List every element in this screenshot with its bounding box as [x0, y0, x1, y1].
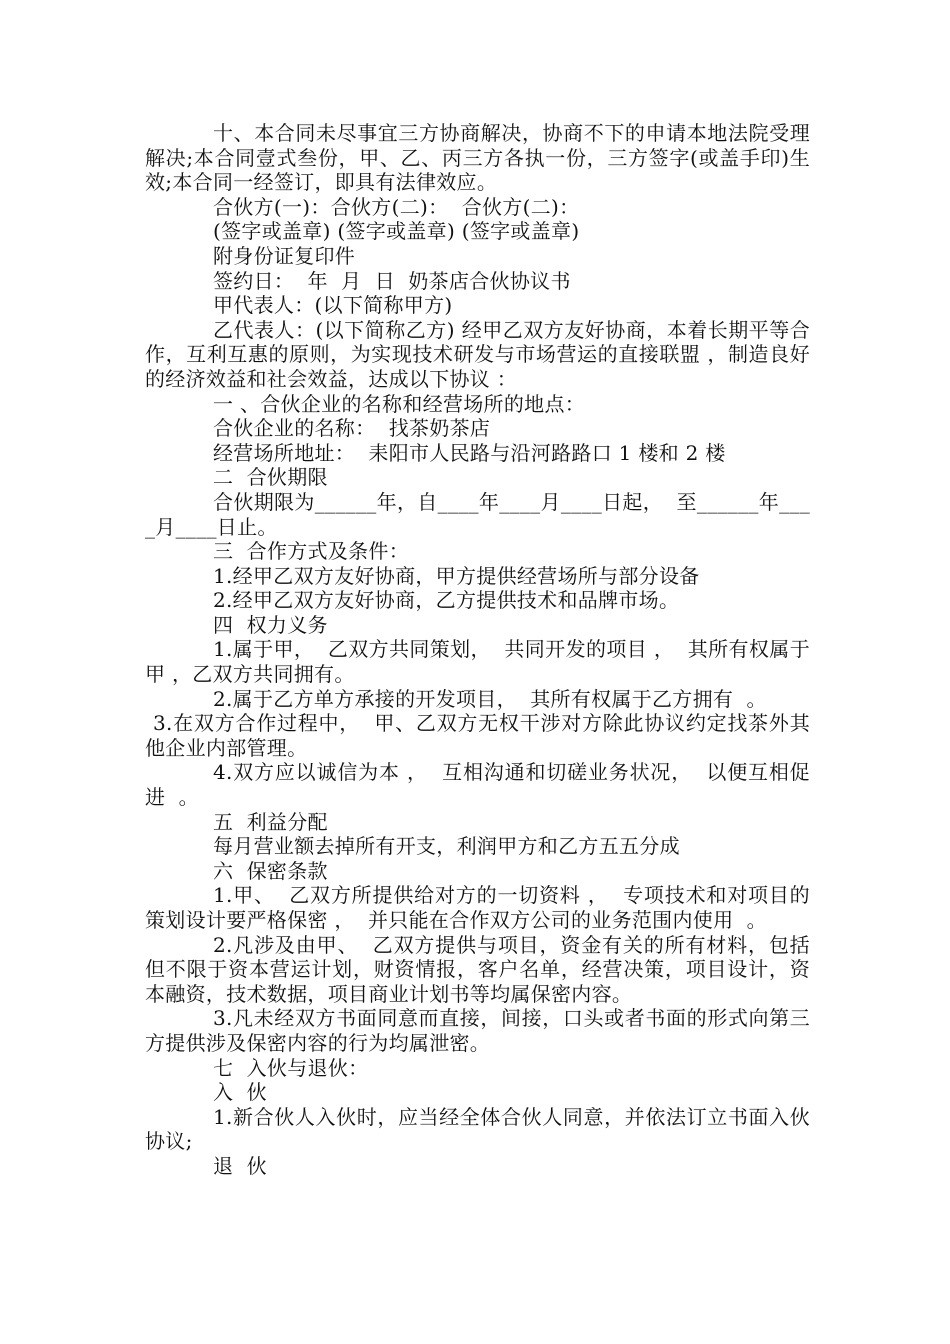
paragraph: 4.双方应以诚信为本 ， 互相沟通和切磋业务状况， 以便互相促进 。: [145, 760, 810, 810]
paragraph: 3.在双方合作过程中， 甲、乙双方无权干涉对方除此协议约定找茶外其他企业内部管理。: [145, 711, 810, 760]
paragraph: 六 保密条款: [213, 858, 328, 883]
paragraph: 1.属于甲， 乙双方共同策划， 共同开发的项目 ， 其所有权属于甲 ，乙双方共同拥有。: [145, 637, 810, 687]
paragraph: 2.经甲乙双方友好协商，乙方提供技术和品牌市场。: [213, 588, 680, 613]
paragraph: 每月营业额去掉所有开支，利润甲方和乙方五五分成: [213, 834, 680, 859]
document-body: [145, 121, 810, 1179]
paragraph: (签字或盖章) (签字或盖章) (签字或盖章): [213, 219, 580, 244]
paragraph: 1.甲、 乙双方所提供给对方的一切资料 ， 专项技术和对项目的策划设计要严格保密 ， 并只能在合作双方公司的业务范围内使用 。: [145, 883, 810, 932]
paragraph: 合伙方(一)：合伙方(二)： 合伙方(二)：: [213, 194, 580, 219]
paragraph: 2.属于乙方单方承接的开发项目， 其所有权属于乙方拥有 。: [213, 686, 767, 711]
paragraph: 四 权力义务: [213, 612, 328, 637]
paragraph: 七 入伙与退伙：: [213, 1055, 369, 1080]
paragraph: 甲代表人：(以下简称甲方): [213, 293, 453, 318]
paragraph: 乙代表人：(以下简称乙方) 经甲乙双方友好协商，本着长期平等合作，互利互惠的原则，为实现技术研发与市场营运的直接联盟 ，制造良好的经济效益和社会效益，达成以下协议 ：: [145, 317, 810, 391]
paragraph: 经营场所地址： 耒阳市人民路与沿河路路口 1 楼和 2 楼: [213, 440, 726, 465]
paragraph: 附身份证复印件: [213, 243, 356, 268]
paragraph: 合伙期限为______年，自____年____月____日起， 至______年____月____日止。: [145, 489, 810, 539]
paragraph: 2.凡涉及由甲、 乙双方提供与项目，资金有关的所有材料，包括但不限于资本营运计划，财资情报，客户名单，经营决策，项目设计，资本融资，技术数据，项目商业计划书等均属保密内容。: [145, 932, 810, 1006]
paragraph: 1.经甲乙双方友好协商，甲方提供经营场所与部分设备: [213, 563, 700, 588]
paragraph: 3.凡未经双方书面同意而直接，间接，口头或者书面的形式向第三方提供涉及保密内容的行为均属泄密。: [145, 1006, 810, 1055]
paragraph: 入 伙: [213, 1080, 267, 1105]
paragraph: 十、本合同未尽事宜三方协商解决，协商不下的申请本地法院受理解决;本合同壹式叁份，甲、乙、丙三方各执一份，三方签字(或盖手印)生效;本合同一经签订，即具有法律效应。: [145, 121, 810, 195]
paragraph: 二 合伙期限: [213, 465, 328, 490]
paragraph: 三 合作方式及条件：: [213, 539, 410, 564]
paragraph: 1.新合伙人入伙时，应当经全体合伙人同意，并依法订立书面入伙协议;: [145, 1104, 810, 1154]
paragraph: 合伙企业的名称： 找茶奶茶店: [213, 416, 491, 441]
paragraph: 一 、合伙企业的名称和经营场所的地点：: [213, 391, 586, 416]
paragraph: 五 利益分配: [213, 809, 328, 834]
paragraph: 签约日： 年 月 日 奶茶店合伙协议书: [213, 268, 571, 293]
paragraph: 退 伙: [213, 1153, 267, 1178]
